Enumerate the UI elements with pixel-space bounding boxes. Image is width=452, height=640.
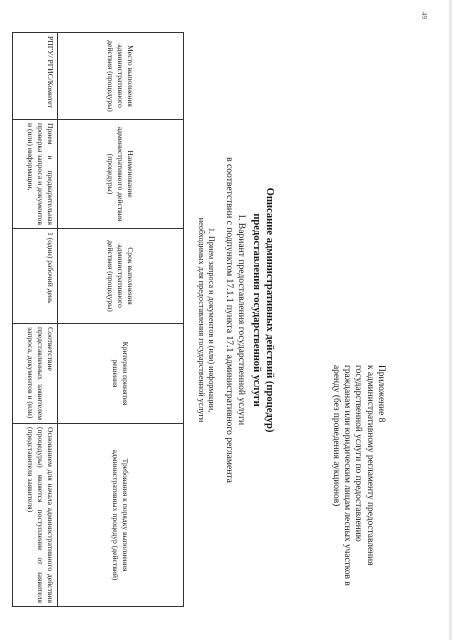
appendix-line: государственной услуги по предоставлению — [353, 365, 364, 542]
header-criteria: Критерии принятия решения — [58, 324, 184, 424]
appendix-line: к административному регламенту предоставления — [364, 365, 375, 566]
appendix-line: гражданам или юридическим лицам лесных участков в — [342, 365, 353, 586]
table-row — [13, 33, 58, 607]
document-title — [250, 130, 276, 490]
table-header-row — [58, 33, 184, 607]
variant-heading — [223, 110, 247, 530]
header-requirements: Требования к порядку выполнения административных процедур (действий) — [58, 424, 184, 607]
cell-requirements: Основанием для начала административного действия (процедуры) является поступление от заявителя (представителя заявителя) — [13, 424, 58, 607]
document-title-line: предоставления государственной услуги — [251, 213, 262, 407]
cell-criteria: Соответствие представленных заявителем запроса, документов и (или) — [13, 324, 58, 424]
appendix-block — [330, 365, 386, 595]
header-place: Место выполнения административного действия (процедуры) — [58, 33, 184, 120]
appendix-line: аренду (без проведения аукционов) — [330, 365, 341, 507]
appendix-line: Приложение 8 — [376, 365, 386, 423]
section-heading — [195, 130, 216, 510]
variant-line: в соответствии с подпунктом 17.1.1 пункта 17.1 административного регламента — [224, 157, 235, 483]
section-line: 1. Прием запроса и документов и (или) информации, — [207, 227, 216, 413]
procedures-table — [12, 32, 184, 607]
cell-place: РПГУ/ РГИС/Комитет — [13, 33, 58, 120]
header-term: Срок выполнения административного действия (процедуры) — [58, 229, 184, 324]
cell-action: Прием и предварительная проверка запроса и документов и (или) информации, — [13, 120, 58, 229]
page-number: 49 — [420, 12, 428, 19]
variant-line: I. Вариант предоставления государственной услуги — [236, 214, 247, 426]
header-action: Наименование административного действия (процедуры) — [58, 120, 184, 229]
document-title-line: Описание административных действий (процедур) — [264, 187, 275, 433]
cell-term: 1 (один) рабочий день — [13, 229, 58, 324]
section-line: необходимых для предоставления государственной услуги — [196, 217, 206, 423]
